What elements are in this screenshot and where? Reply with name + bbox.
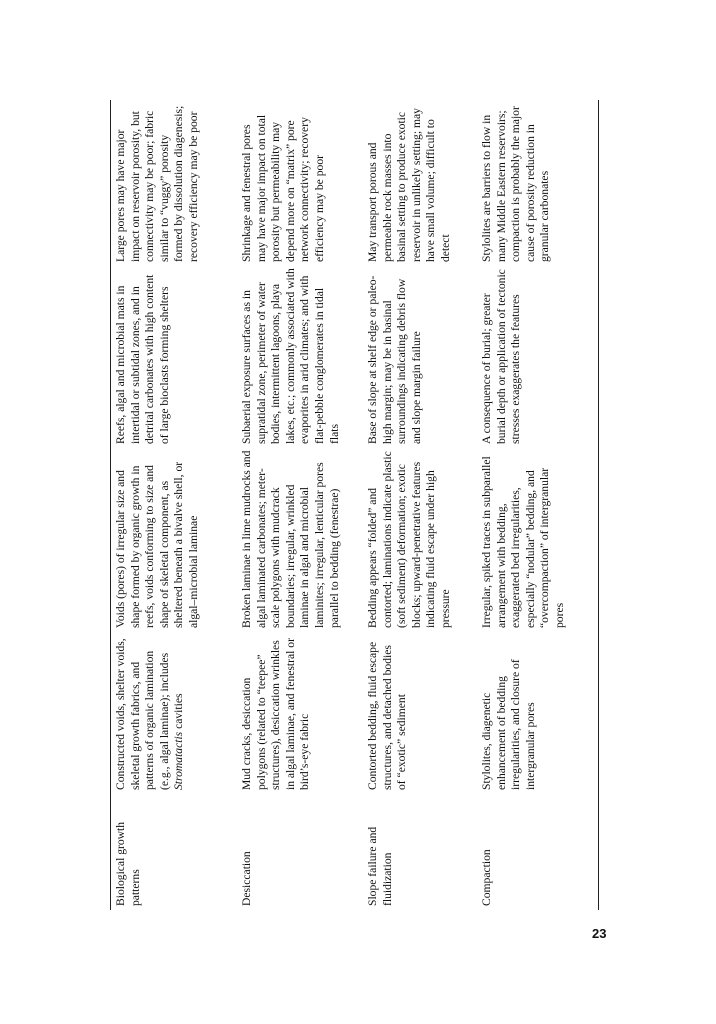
features-tail: cavities (172, 693, 186, 732)
row-label: Biological growth patterns (114, 821, 142, 906)
row-description: Broken laminae in lime mudrocks and algal laminated carbonates; meter-scale polygons with mudcrack boundaries; irregular, wrinkled laminae in algal and microbial laminites; irregular, lenticular pores parallel to bedding (fenestrae) (240, 450, 341, 628)
table-bottom-rule (598, 100, 599, 910)
row-features: Mud cracks, desiccation polygons (related to “teepee” structures), desiccation wrinkles in algal laminae, and fenestral or bird’s-eye fabric (240, 638, 312, 790)
row-description: Irregular, spiked traces in subparallel arrangement with bedding, exaggerated bed irregularities, especially “nodular” bedding, and “overcompaction” of intergranular pores (480, 456, 566, 628)
table-row-slope-failure (366, 100, 454, 910)
row-setting: Base of slope at shelf edge or paleo-high margin; may be in basinal surroundings indicating debris flow and slope margin failure (366, 275, 423, 444)
row-setting: A consequence of burial; greater burial depth or application of tectonic stresses exaggerates the features (480, 269, 523, 444)
row-impact: Stylolites are barriers to flow in many Middle Eastern reservoirs; compaction is probably the major cause of porosity reduction in granular carbonates (480, 106, 552, 262)
row-setting: Reefs, algal and microbial mats in intertidal or subtidal zones, and in detrital carbonates with high content of large bioclasts forming shelters (114, 274, 171, 444)
features-italic: Stromatactis (172, 731, 186, 790)
row-features: Contorted bedding, fluid escape structures, and detached bodies of “exotic” sediment (366, 641, 409, 790)
row-impact: May transport porous and permeable rock masses into basinal setting to produce exotic reservoir in unlikely setting; may have small volume; difficult to detect (366, 108, 452, 262)
row-features: Stylolites, diagenetic enhancement of bedding irregularities, and closure of intergranular pores (480, 659, 537, 790)
table-top-rule (110, 100, 111, 910)
row-description: Bedding appears “folded” and contorted; laminations indicate plastic (soft sediment) deformation; exotic blocks; upward-penetrative features indicating fluid escape under high pressure (366, 451, 452, 628)
features-text: Constructed voids, shelter voids, skeletal growth fabrics, and patterns of organic lamination (e.g., algal laminae); includes (114, 638, 171, 790)
table-row-desiccation (240, 100, 342, 910)
row-impact: Large pores may have major impact on reservoir porosity, but connectivity may be poor; fabric similar to “vuggy” porosity formed by dissolution diagenesis; recovery efficiency may be poor (114, 105, 200, 262)
row-impact: Shrinkage and fenestral pores may have major impact on total porosity but permeability may depend more on “matrix” pore network connectivity; recovery efficiency may be poor (240, 114, 326, 262)
page-number: 23 (592, 926, 607, 941)
table-row-compaction (480, 100, 568, 910)
row-label: Compaction (480, 849, 493, 906)
row-description: Voids (pores) of irregular size and shape formed by organic growth in reefs, voids conforming to size and shape of skeletal component, as sheltered beneath a bivalve shell, or algal–microbial laminae (114, 461, 200, 628)
row-label: Desiccation (240, 851, 253, 906)
table-row-biological (114, 100, 202, 910)
row-setting: Subaerial exposure surfaces as in supratidal zone, perimeter of water bodies, intermittent lagoons, playa lakes, etc.; commonly associated with evaporites in arid climates; and with flat-pebble conglomerates in tidal flats (240, 268, 341, 444)
row-label: Slope failure and fluidization (366, 826, 394, 906)
rotated-table (110, 100, 598, 910)
row-features (114, 630, 202, 792)
